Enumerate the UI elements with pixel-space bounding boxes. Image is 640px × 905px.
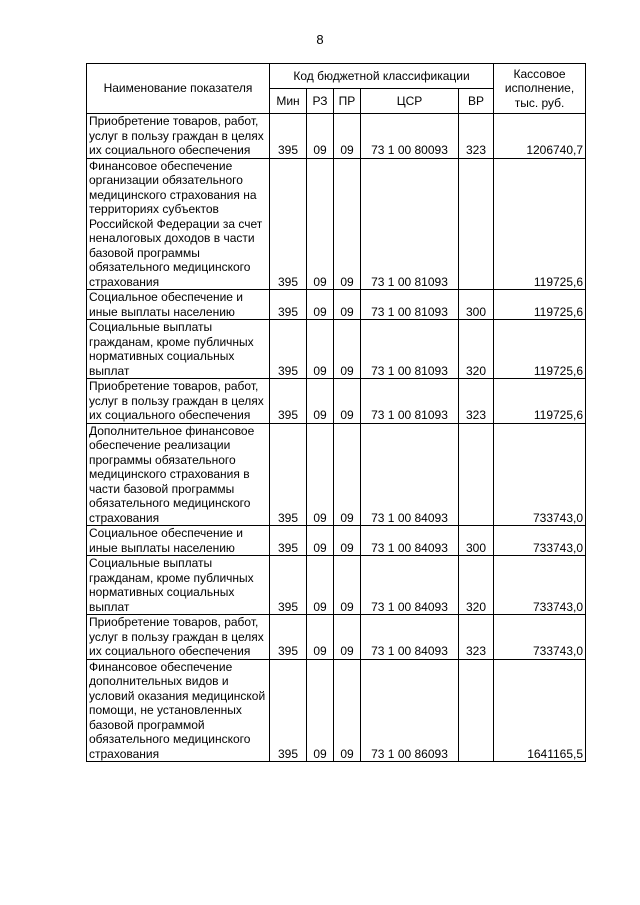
row-amount: 733743,0 [494,423,586,526]
row-pr: 09 [334,290,361,320]
row-csr: 73 1 00 81093 [361,158,459,290]
row-name: Финансовое обеспечение дополнительных видов и условий оказания медицинской помощи, не установленных базовой программой обязательного медицинского страхования [87,659,270,762]
row-min: 395 [270,290,307,320]
row-amount: 119725,6 [494,158,586,290]
header-min: Мин [270,89,307,114]
row-rz: 09 [307,659,334,762]
row-rz: 09 [307,379,334,424]
row-vr: 323 [459,114,494,159]
row-vr: 323 [459,379,494,424]
row-rz: 09 [307,158,334,290]
table-row [87,659,586,762]
row-csr: 73 1 00 81093 [361,379,459,424]
row-rz: 09 [307,423,334,526]
row-pr: 09 [334,615,361,660]
header-code-group: Код бюджетной классификации [270,64,494,89]
row-vr [459,158,494,290]
row-amount: 1206740,7 [494,114,586,159]
row-min: 395 [270,114,307,159]
row-amount: 733743,0 [494,556,586,615]
header-vr: ВР [459,89,494,114]
row-csr: 73 1 00 81093 [361,320,459,379]
row-name: Социальные выплаты гражданам, кроме публичных нормативных социальных выплат [87,320,270,379]
row-rz: 09 [307,114,334,159]
row-rz: 09 [307,290,334,320]
header-csr: ЦСР [361,89,459,114]
row-csr: 73 1 00 86093 [361,659,459,762]
row-pr: 09 [334,158,361,290]
row-amount: 733743,0 [494,526,586,556]
header-pr: ПР [334,89,361,114]
row-csr: 73 1 00 84093 [361,526,459,556]
row-vr: 300 [459,290,494,320]
table-row [87,556,586,615]
row-min: 395 [270,615,307,660]
row-min: 395 [270,423,307,526]
row-name: Приобретение товаров, работ, услуг в пользу граждан в целях их социального обеспечения [87,379,270,424]
row-csr: 73 1 00 81093 [361,290,459,320]
row-amount: 1641165,5 [494,659,586,762]
table-row [87,379,586,424]
row-csr: 73 1 00 84093 [361,556,459,615]
row-amount: 119725,6 [494,290,586,320]
header-amount: Кассовое исполнение, тыс. руб. [494,64,586,114]
row-vr: 323 [459,615,494,660]
row-amount: 119725,6 [494,379,586,424]
row-vr: 320 [459,556,494,615]
row-pr: 09 [334,659,361,762]
row-name: Приобретение товаров, работ, услуг в пользу граждан в целях их социального обеспечения [87,114,270,159]
row-rz: 09 [307,556,334,615]
row-csr: 73 1 00 80093 [361,114,459,159]
row-name: Дополнительное финансовое обеспечение реализации программы обязательного медицинского страхования в части базовой программы обязательного медицинского страхования [87,423,270,526]
table-row [87,526,586,556]
row-min: 395 [270,320,307,379]
row-rz: 09 [307,320,334,379]
row-pr: 09 [334,556,361,615]
row-name: Социальное обеспечение и иные выплаты населению [87,290,270,320]
row-vr [459,423,494,526]
row-name: Социальные выплаты гражданам, кроме публичных нормативных социальных выплат [87,556,270,615]
page-number: 8 [316,32,324,47]
table-row [87,423,586,526]
row-csr: 73 1 00 84093 [361,615,459,660]
row-csr: 73 1 00 84093 [361,423,459,526]
row-amount: 733743,0 [494,615,586,660]
row-min: 395 [270,659,307,762]
row-pr: 09 [334,114,361,159]
row-name: Финансовое обеспечение организации обязательного медицинского страхования на территориях субъектов Российской Федерации за счет неналоговых доходов в части базовой программы обязательного медицинского страхования [87,158,270,290]
table-row [87,114,586,159]
row-pr: 09 [334,320,361,379]
row-name: Приобретение товаров, работ, услуг в пользу граждан в целях их социального обеспечения [87,615,270,660]
budget-execution-table [86,63,586,762]
table-row [87,320,586,379]
table-row [87,615,586,660]
header-indicator: Наименование показателя [87,64,270,114]
row-min: 395 [270,556,307,615]
header-rz: РЗ [307,89,334,114]
row-min: 395 [270,158,307,290]
table-row [87,290,586,320]
row-vr: 320 [459,320,494,379]
row-rz: 09 [307,615,334,660]
row-name: Социальное обеспечение и иные выплаты населению [87,526,270,556]
table-row [87,158,586,290]
row-rz: 09 [307,526,334,556]
row-pr: 09 [334,423,361,526]
row-vr [459,659,494,762]
table-body [87,114,586,762]
row-min: 395 [270,526,307,556]
row-vr: 300 [459,526,494,556]
row-amount: 119725,6 [494,320,586,379]
row-pr: 09 [334,526,361,556]
row-min: 395 [270,379,307,424]
row-pr: 09 [334,379,361,424]
